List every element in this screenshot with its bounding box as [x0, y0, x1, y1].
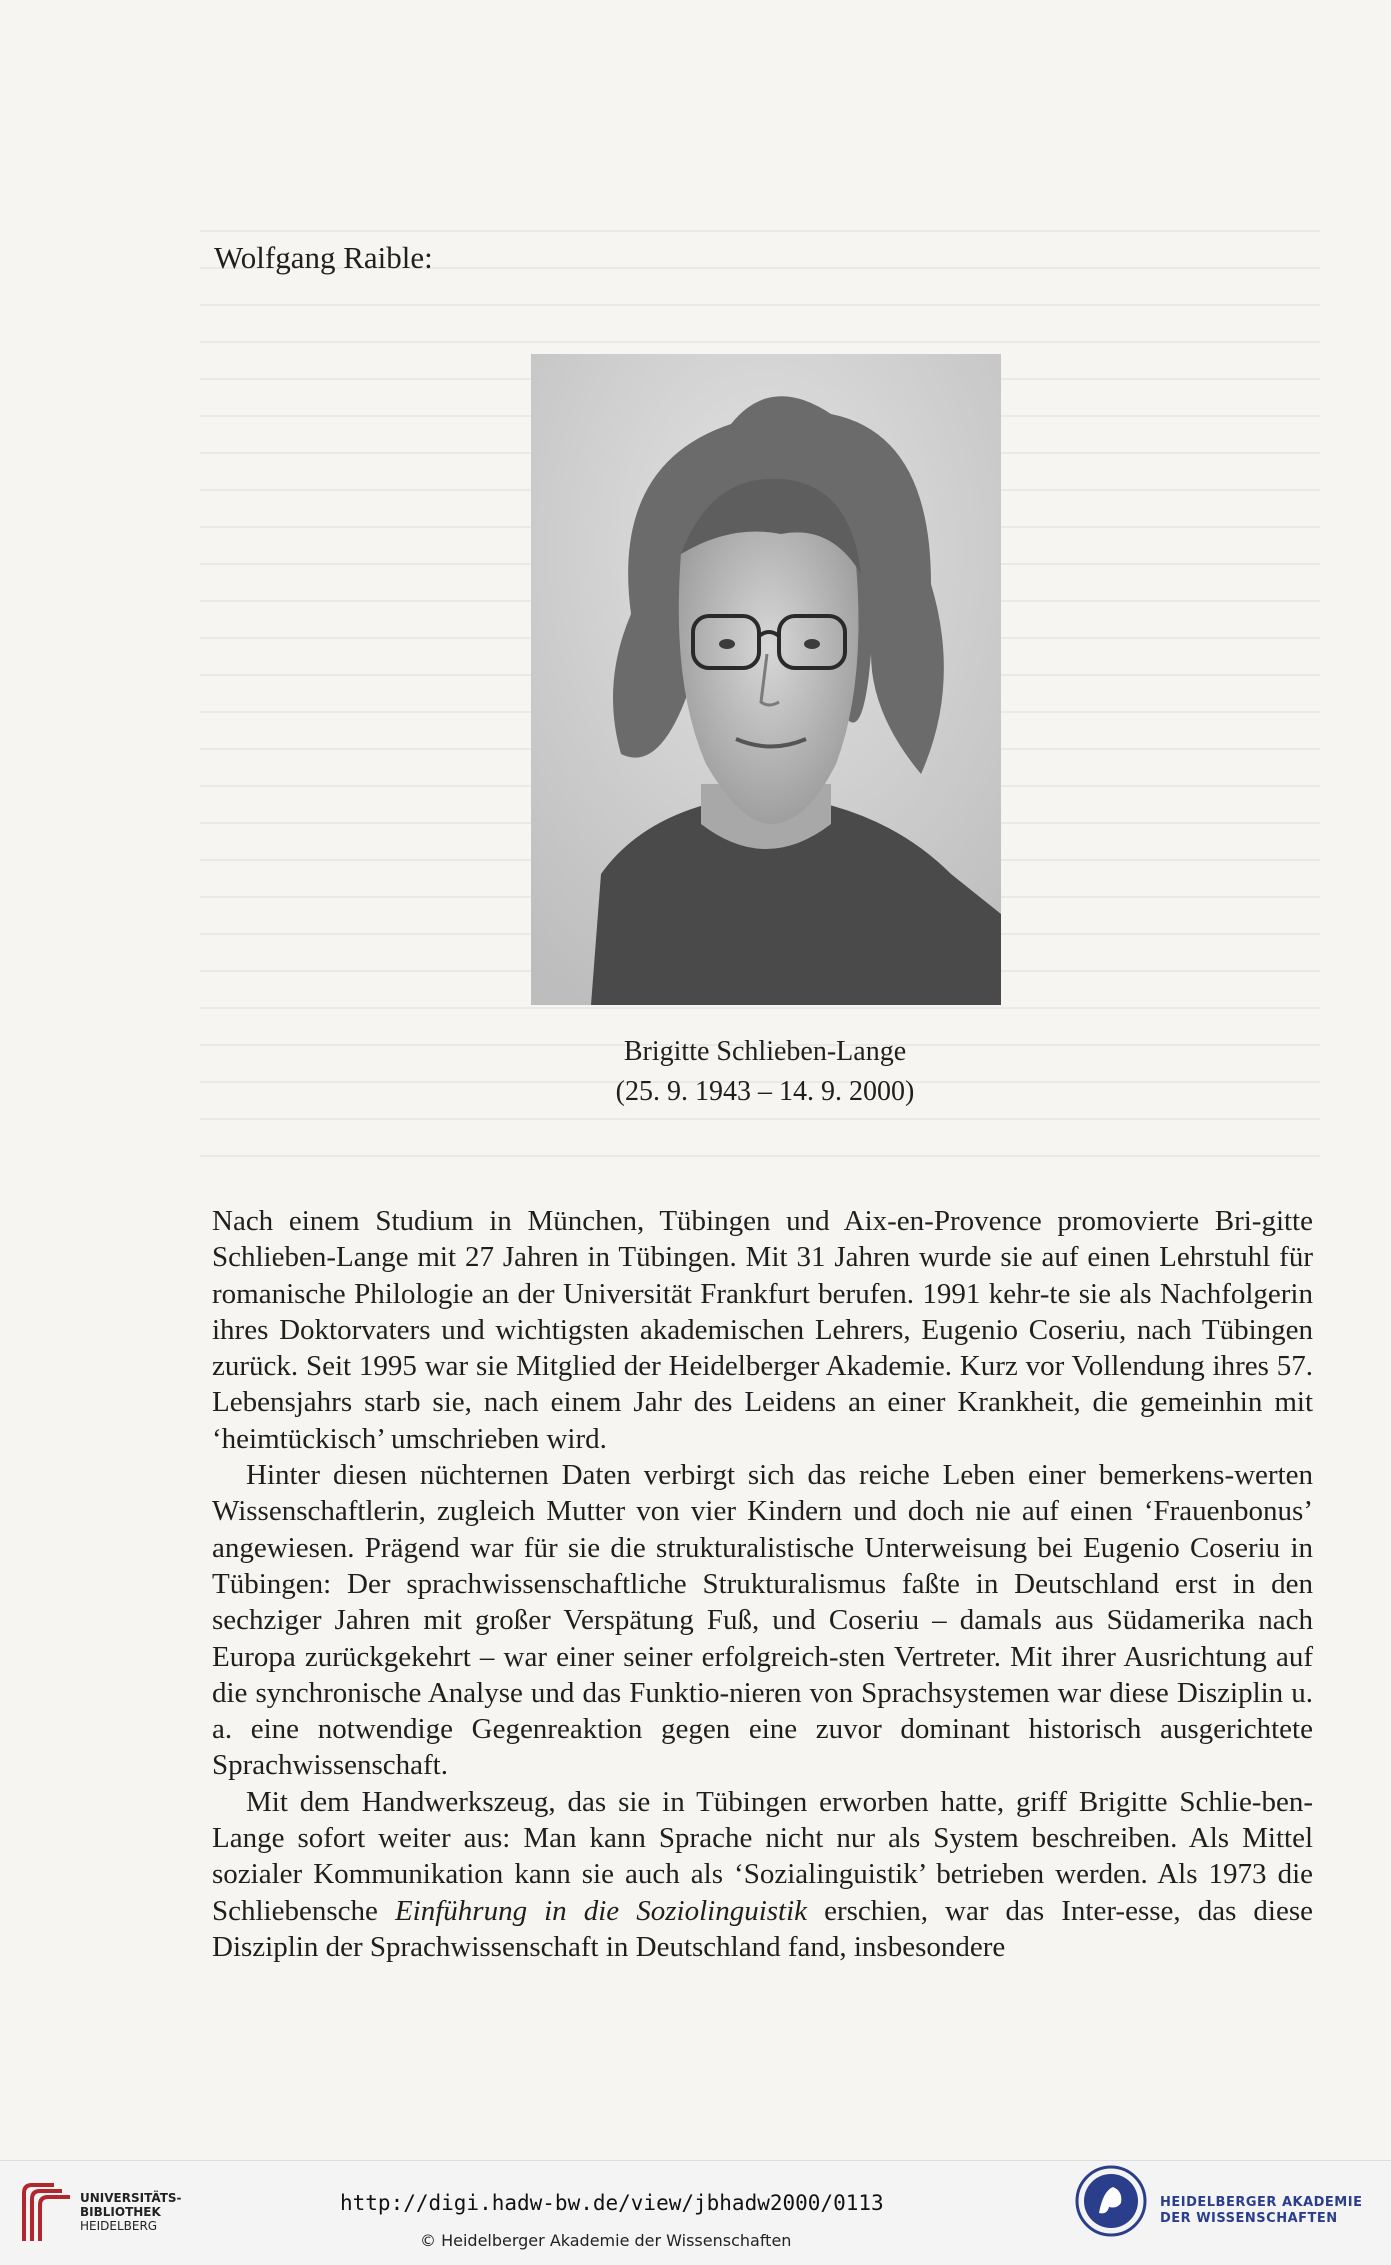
paragraph-3-text-a: Mit dem Handwerkszeug, das sie in Tübingen erworben hatte, griff Brigitte Schlie-ben-Lange sofort weiter aus: Man kann Sprache nicht nur als System beschreiben. Als Mittel sozialer Kommunikation kann sie auch als ‘Sozialinguistik’ betrieben werden. Als 1973 die Schliebensche — [212, 1785, 1313, 1927]
footer-bar — [0, 2160, 1391, 2265]
body-text — [212, 1203, 1313, 1965]
university-library-logo-icon[interactable] — [14, 2179, 78, 2249]
copyright-notice: © Heidelberger Akademie der Wissenschaften — [420, 2231, 792, 2250]
paragraph-3 — [212, 1784, 1313, 1965]
portrait-photo-graphic — [531, 354, 1001, 1005]
caption-dates: (25. 9. 1943 – 14. 9. 2000) — [615, 1076, 915, 1107]
ub-line-1: UNIVERSITÄTS- — [80, 2191, 182, 2205]
caption-name: Brigitte Schlieben-Lange — [623, 1036, 907, 1067]
ub-line-2: BIBLIOTHEK — [80, 2205, 161, 2219]
academy-name — [1160, 2195, 1362, 2227]
paragraph-2: Hinter diesen nüchternen Daten verbirgt sich das reiche Leben einer bemerkens-werten Wissenschaftlerin, zugleich Mutter von vier Kindern und doch nie auf einen ‘Frauenbonus’ angewiesen. Prägend war für sie die strukturalistische Unterweisung bei Eugenio Coseriu in Tübingen: Der sprachwissenschaftliche Strukturalismus faßte in Deutschland erst in den sechziger Jahren mit großer Verspätung Fuß, und Coseriu – damals aus Südamerika nach Europa zurückgekehrt – war einer seiner erfolgreich-sten Vertreter. Mit ihrer Ausrichtung auf die synchronische Analyse und das Funktio-nieren von Sprachsystemen war diese Disziplin u. a. eine notwendige Gegenreaktion gegen eine zuvor dominant historisch ausgerichtete Sprachwissenschaft. — [212, 1459, 1313, 1782]
academy-line-2: DER WISSENSCHAFTEN — [1160, 2211, 1338, 2226]
academy-seal-icon[interactable] — [1073, 2163, 1149, 2239]
paragraph-3-text-b: erschien, war das Inter-esse, das diese Disziplin der Sprachwissenschaft in Deutschland fand, insbesondere — [212, 1894, 1314, 1963]
paragraph-1: Nach einem Studium in München, Tübingen und Aix-en-Provence promovierte Bri-gitte Schlieben-Lange mit 27 Jahren in Tübingen. Mit 31 Jahren wurde sie auf einen Lehrstuhl für romanische Philologie an der Universität Frankfurt berufen. 1991 kehr-te sie als Nachfolgerin ihres Doktorvaters und wichtigsten akademischen Lehrers, Eugenio Coseriu, nach Tübingen zurück. Seit 1995 war sie Mitglied der Heidelberger Akademie. Kurz vor Vollendung ihres 57. Lebensjahrs starb sie, nach einem Jahr des Leidens an einer Krankheit, die gemeinhin mit ‘heimtückisch’ umschrieben wird. — [212, 1205, 1313, 1455]
university-library-name — [80, 2191, 182, 2233]
book-title: Einführung in die Soziolinguistik — [394, 1894, 808, 1927]
permalink-url[interactable]: http://digi.hadw-bw.de/view/jbhadw2000/0113 — [340, 2191, 884, 2215]
author-heading: Wolfgang Raible: — [214, 240, 433, 275]
photo-caption — [560, 1032, 970, 1112]
ub-line-3: HEIDELBERG — [80, 2219, 158, 2233]
portrait-photo — [531, 354, 1001, 1005]
academy-line-1: HEIDELBERGER AKADEMIE — [1160, 2195, 1363, 2210]
